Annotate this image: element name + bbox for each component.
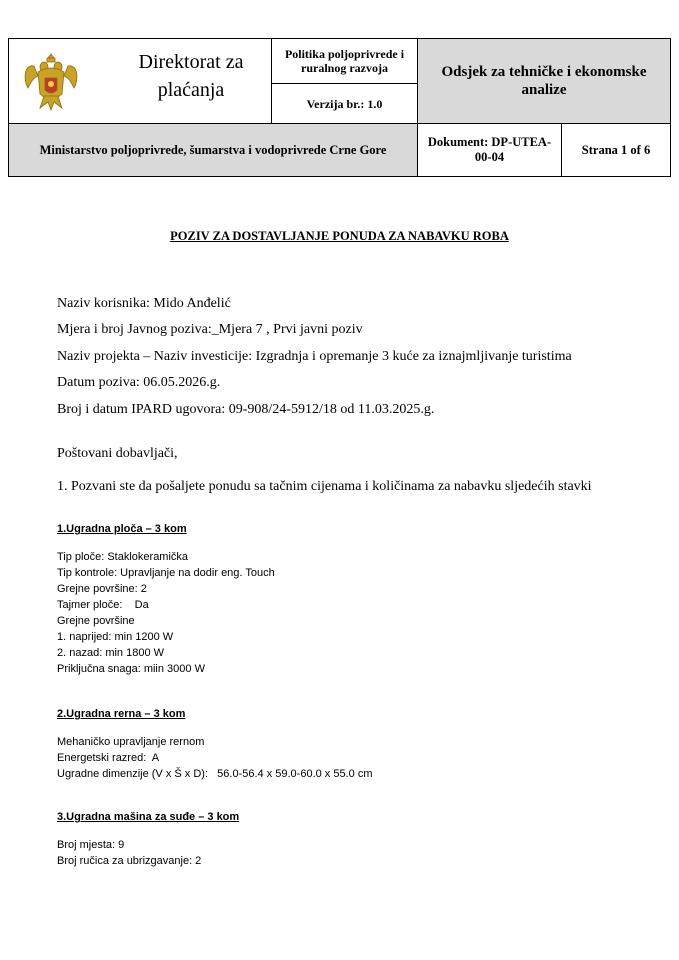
intro-paragraph: 1. Pozvani ste da pošaljete ponudu sa tačnim cijenama i količinama za nabavku sljedećih stavki (57, 479, 592, 494)
item-3-title: 3.Ugradna mašina za suđe – 3 kom (57, 811, 240, 823)
document-header (8, 38, 671, 177)
item-1-title: 1.Ugradna ploča – 3 kom (57, 523, 187, 535)
spec-line: Tajmer ploče: Da (57, 599, 149, 611)
call-date: Datum poziva: 06.05.2026.g. (57, 375, 221, 390)
version-cell: Verzija br.: 1.0 (271, 83, 418, 124)
ipard-contract: Broj i datum IPARD ugovora: 09-908/24-5912/18 od 11.03.2025.g. (57, 402, 435, 417)
spec-line: Broj ručica za ubrizgavanje: 2 (57, 855, 202, 867)
institution-name: Direktorat za plaćanja (138, 51, 244, 101)
spec-line: Ugradne dimenzije (V x Š x D): 56.0-56.4 x 59.0-60.0 x 55.0 cm (57, 768, 373, 780)
policy-cell: Politika poljoprivrede i ruralnog razvoja (271, 38, 418, 84)
project-name: Naziv projekta – Naziv investicije: Izgradnja i opremanje 3 kuće za iznajmljivanje turistima (57, 349, 572, 364)
spec-line: Priključna snaga: miin 3000 W (57, 663, 205, 675)
ministry-cell: Ministarstvo poljoprivrede, šumarstva i vodoprivrede Crne Gore (8, 123, 418, 177)
page-number-cell: Strana 1 of 6 (561, 123, 671, 177)
spec-line: 2. nazad: min 1800 W (57, 647, 165, 659)
spec-line: Tip kontrole: Upravljanje na dodir eng. Touch (57, 567, 275, 579)
spec-line: Energetski razred: A (57, 752, 160, 764)
spec-line: Broj mjesta: 9 (57, 839, 125, 851)
department-cell: Odsjek za tehničke i ekonomske analize (417, 38, 671, 124)
spec-line: Tip ploče: Staklokeramička (57, 551, 189, 563)
item-2-specs (57, 734, 372, 782)
item-3-specs (57, 837, 201, 869)
document-cell: Dokument: DP-UTEA-00-04 (417, 123, 562, 177)
spec-line: Grejne površine: 2 (57, 583, 147, 595)
item-1-specs (57, 549, 275, 677)
spec-line: Mehaničko upravljanje rernom (57, 736, 205, 748)
document-title: POZIV ZA DOSTAVLJANJE PONUDA ZA NABAVKU ROBA (170, 229, 509, 243)
spec-line: 1. naprijed: min 1200 W (57, 631, 174, 643)
spec-line: Grejne površine (57, 615, 135, 627)
measure-and-call: Mjera i broj Javnog poziva:_Mjera 7 , Prvi javni poziv (57, 322, 363, 337)
beneficiary-name: Naziv korisnika: Mido Anđelić (57, 296, 231, 311)
montenegro-coat-of-arms-icon (22, 50, 80, 112)
greeting: Poštovani dobavljači, (57, 446, 178, 461)
item-2-title: 2.Ugradna rerna – 3 kom (57, 708, 186, 720)
